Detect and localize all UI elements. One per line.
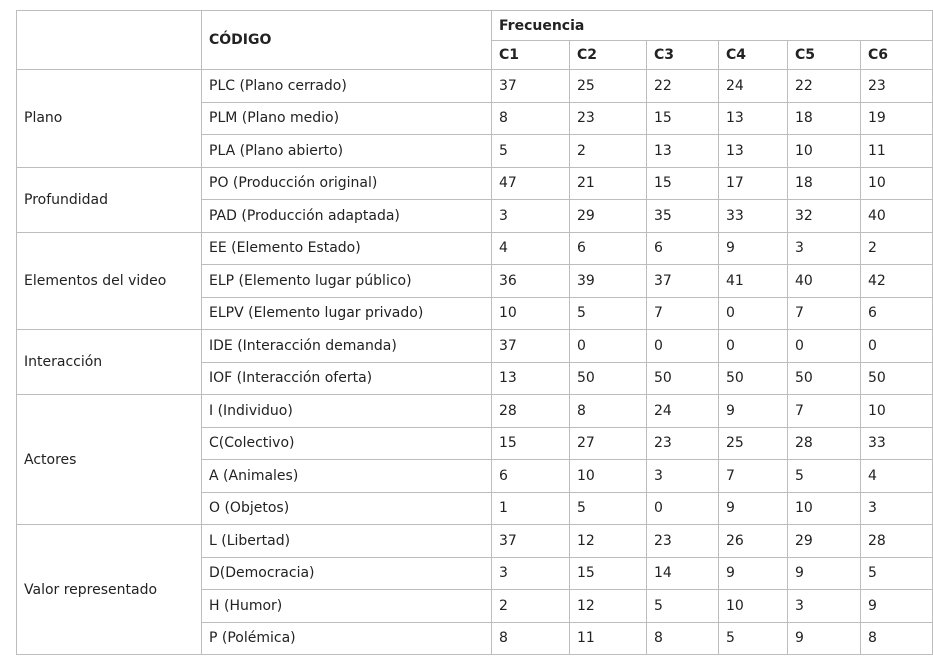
code-cell: PLA (Plano abierto) — [202, 135, 492, 168]
header-column: C5 — [788, 41, 861, 70]
code-cell: PLM (Plano medio) — [202, 102, 492, 135]
value-cell: 0 — [647, 492, 719, 525]
code-cell: ELPV (Elemento lugar privado) — [202, 297, 492, 330]
value-cell: 5 — [861, 557, 933, 590]
value-cell: 7 — [788, 297, 861, 330]
value-cell: 22 — [647, 70, 719, 103]
value-cell: 10 — [570, 460, 647, 493]
value-cell: 37 — [492, 330, 570, 363]
value-cell: 8 — [492, 622, 570, 655]
value-cell: 9 — [719, 232, 788, 265]
header-column: C2 — [570, 41, 647, 70]
value-cell: 8 — [492, 102, 570, 135]
value-cell: 50 — [647, 362, 719, 395]
value-cell: 7 — [788, 395, 861, 428]
value-cell: 14 — [647, 557, 719, 590]
value-cell: 27 — [570, 427, 647, 460]
value-cell: 26 — [719, 525, 788, 558]
code-cell: PLC (Plano cerrado) — [202, 70, 492, 103]
value-cell: 9 — [788, 557, 861, 590]
value-cell: 18 — [788, 102, 861, 135]
value-cell: 23 — [861, 70, 933, 103]
value-cell: 6 — [861, 297, 933, 330]
value-cell: 3 — [492, 557, 570, 590]
table-row — [17, 70, 933, 103]
value-cell: 13 — [647, 135, 719, 168]
value-cell: 8 — [647, 622, 719, 655]
value-cell: 0 — [788, 330, 861, 363]
value-cell: 17 — [719, 167, 788, 200]
value-cell: 5 — [788, 460, 861, 493]
value-cell: 9 — [719, 395, 788, 428]
table-row — [17, 525, 933, 558]
table-row — [17, 232, 933, 265]
value-cell: 10 — [788, 492, 861, 525]
value-cell: 23 — [647, 525, 719, 558]
value-cell: 4 — [492, 232, 570, 265]
value-cell: 28 — [788, 427, 861, 460]
value-cell: 29 — [788, 525, 861, 558]
value-cell: 40 — [861, 200, 933, 233]
value-cell: 5 — [570, 492, 647, 525]
code-cell: P (Polémica) — [202, 622, 492, 655]
code-cell: PAD (Producción adaptada) — [202, 200, 492, 233]
code-cell: EE (Elemento Estado) — [202, 232, 492, 265]
value-cell: 5 — [647, 590, 719, 623]
value-cell: 18 — [788, 167, 861, 200]
code-cell: IOF (Interacción oferta) — [202, 362, 492, 395]
category-cell: Profundidad — [17, 167, 202, 232]
code-cell: H (Humor) — [202, 590, 492, 623]
value-cell: 15 — [492, 427, 570, 460]
value-cell: 9 — [719, 557, 788, 590]
code-cell: A (Animales) — [202, 460, 492, 493]
code-cell: C(Colectivo) — [202, 427, 492, 460]
value-cell: 10 — [719, 590, 788, 623]
value-cell: 8 — [861, 622, 933, 655]
value-cell: 5 — [719, 622, 788, 655]
value-cell: 13 — [719, 135, 788, 168]
header-column: C3 — [647, 41, 719, 70]
value-cell: 4 — [861, 460, 933, 493]
category-cell: Actores — [17, 395, 202, 525]
code-cell: ELP (Elemento lugar público) — [202, 265, 492, 298]
value-cell: 2 — [492, 590, 570, 623]
header-column: C1 — [492, 41, 570, 70]
value-cell: 3 — [788, 232, 861, 265]
code-cell: I (Individuo) — [202, 395, 492, 428]
value-cell: 10 — [861, 167, 933, 200]
value-cell: 3 — [788, 590, 861, 623]
value-cell: 11 — [570, 622, 647, 655]
header-column: C4 — [719, 41, 788, 70]
value-cell: 9 — [861, 590, 933, 623]
value-cell: 24 — [647, 395, 719, 428]
value-cell: 15 — [647, 167, 719, 200]
value-cell: 3 — [647, 460, 719, 493]
value-cell: 12 — [570, 590, 647, 623]
value-cell: 41 — [719, 265, 788, 298]
value-cell: 10 — [788, 135, 861, 168]
value-cell: 39 — [570, 265, 647, 298]
code-cell: PO (Producción original) — [202, 167, 492, 200]
value-cell: 50 — [788, 362, 861, 395]
header-code: CÓDIGO — [202, 11, 492, 70]
value-cell: 50 — [570, 362, 647, 395]
code-cell: D(Democracia) — [202, 557, 492, 590]
value-cell: 6 — [570, 232, 647, 265]
value-cell: 50 — [861, 362, 933, 395]
value-cell: 12 — [570, 525, 647, 558]
value-cell: 37 — [492, 525, 570, 558]
value-cell: 5 — [492, 135, 570, 168]
value-cell: 32 — [788, 200, 861, 233]
value-cell: 3 — [861, 492, 933, 525]
category-cell: Elementos del video — [17, 232, 202, 330]
header-column: C6 — [861, 41, 933, 70]
value-cell: 3 — [492, 200, 570, 233]
table-row — [17, 167, 933, 200]
value-cell: 33 — [719, 200, 788, 233]
value-cell: 10 — [861, 395, 933, 428]
value-cell: 25 — [719, 427, 788, 460]
value-cell: 9 — [788, 622, 861, 655]
value-cell: 15 — [647, 102, 719, 135]
code-cell: IDE (Interacción demanda) — [202, 330, 492, 363]
value-cell: 28 — [861, 525, 933, 558]
value-cell: 0 — [647, 330, 719, 363]
value-cell: 2 — [861, 232, 933, 265]
value-cell: 23 — [647, 427, 719, 460]
value-cell: 0 — [861, 330, 933, 363]
category-cell: Valor representado — [17, 525, 202, 655]
value-cell: 13 — [492, 362, 570, 395]
category-cell: Plano — [17, 70, 202, 168]
value-cell: 23 — [570, 102, 647, 135]
category-cell: Interacción — [17, 330, 202, 395]
code-cell: O (Objetos) — [202, 492, 492, 525]
header-frequency: Frecuencia — [492, 11, 933, 41]
value-cell: 19 — [861, 102, 933, 135]
value-cell: 11 — [861, 135, 933, 168]
value-cell: 25 — [570, 70, 647, 103]
value-cell: 36 — [492, 265, 570, 298]
value-cell: 33 — [861, 427, 933, 460]
value-cell: 28 — [492, 395, 570, 428]
value-cell: 0 — [719, 330, 788, 363]
value-cell: 15 — [570, 557, 647, 590]
value-cell: 6 — [647, 232, 719, 265]
value-cell: 8 — [570, 395, 647, 428]
value-cell: 21 — [570, 167, 647, 200]
header-empty-cell — [17, 11, 202, 70]
value-cell: 22 — [788, 70, 861, 103]
value-cell: 0 — [570, 330, 647, 363]
value-cell: 50 — [719, 362, 788, 395]
frequency-table — [16, 10, 933, 655]
value-cell: 2 — [570, 135, 647, 168]
value-cell: 9 — [719, 492, 788, 525]
code-cell: L (Libertad) — [202, 525, 492, 558]
value-cell: 37 — [492, 70, 570, 103]
value-cell: 6 — [492, 460, 570, 493]
value-cell: 35 — [647, 200, 719, 233]
value-cell: 24 — [719, 70, 788, 103]
value-cell: 29 — [570, 200, 647, 233]
table-row — [17, 395, 933, 428]
value-cell: 7 — [647, 297, 719, 330]
table-row — [17, 330, 933, 363]
value-cell: 37 — [647, 265, 719, 298]
value-cell: 42 — [861, 265, 933, 298]
value-cell: 1 — [492, 492, 570, 525]
value-cell: 13 — [719, 102, 788, 135]
value-cell: 47 — [492, 167, 570, 200]
value-cell: 5 — [570, 297, 647, 330]
value-cell: 0 — [719, 297, 788, 330]
value-cell: 40 — [788, 265, 861, 298]
value-cell: 7 — [719, 460, 788, 493]
value-cell: 10 — [492, 297, 570, 330]
